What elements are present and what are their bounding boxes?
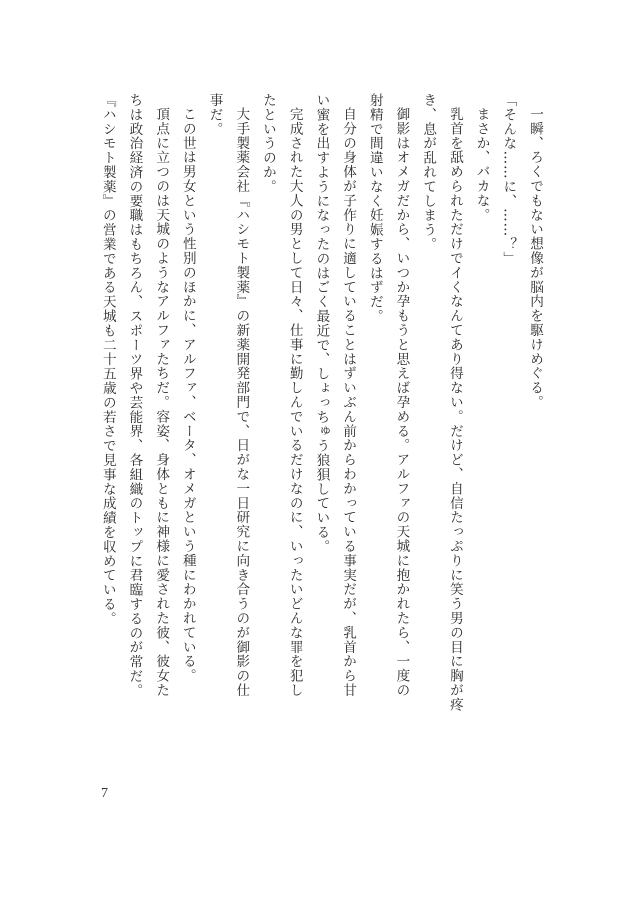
- text-line: まさか、バカな。: [473, 107, 490, 223]
- text-line: 自分の身体が子作りに適していることはずいぶん前からわかっている事実だが、乳首から甘: [340, 107, 357, 698]
- text-line: ちは政治経済の要職はもちろん、スポーツ界や芸能界、各組織のトップに君臨するのが常だ。: [126, 93, 143, 698]
- text-line: この世は男女という性別のほかに、アルファ、ベータ、オメガという種にわかれている。: [179, 107, 196, 684]
- text-line: 完成された大人の男として日々、仕事に勤しんでいるだけなのに、いったいどんな罪を犯し: [286, 107, 303, 698]
- text-line: 事だ。: [206, 93, 223, 137]
- page-number: 7: [101, 786, 108, 801]
- text-line: 乳首を舐められただけでイくなんてあり得ない。だけど、自信たっぷりに笑う男の目に胸が疼: [446, 107, 463, 713]
- body-text: [94, 93, 548, 713]
- text-line: 「そんな……に、……？」: [500, 93, 517, 266]
- text-line: 『ハシモト製薬』の営業である天城も二十五歳の若さで見事な成績を収めている。: [99, 93, 116, 626]
- text-line: い蜜を出すようになったのはごく最近で、しょっちゅう狼狽している。: [313, 93, 330, 554]
- text-line: 一瞬、ろくでもない想像が脳内を駆けめぐる。: [527, 107, 543, 410]
- text-line: 御影はオメガだから、いつか孕もうと思えば孕める。アルファの天城に抱かれたら、一度の: [393, 107, 410, 698]
- text-line: き、息が乱れてしまう。: [420, 93, 437, 252]
- text-line: 頂点に立つのは天城のようなアルファたちだ。容姿、身体ともに神様に愛された彼、彼女た: [153, 107, 170, 698]
- text-line: 射精で間違いなく妊娠するはずだ。: [366, 93, 383, 324]
- text-line: 大手製薬会社『ハシモト製薬』の新薬開発部門で、日がな一日研究に向き合うのが御影の仕: [233, 107, 250, 698]
- text-line: たというのか。: [259, 93, 276, 194]
